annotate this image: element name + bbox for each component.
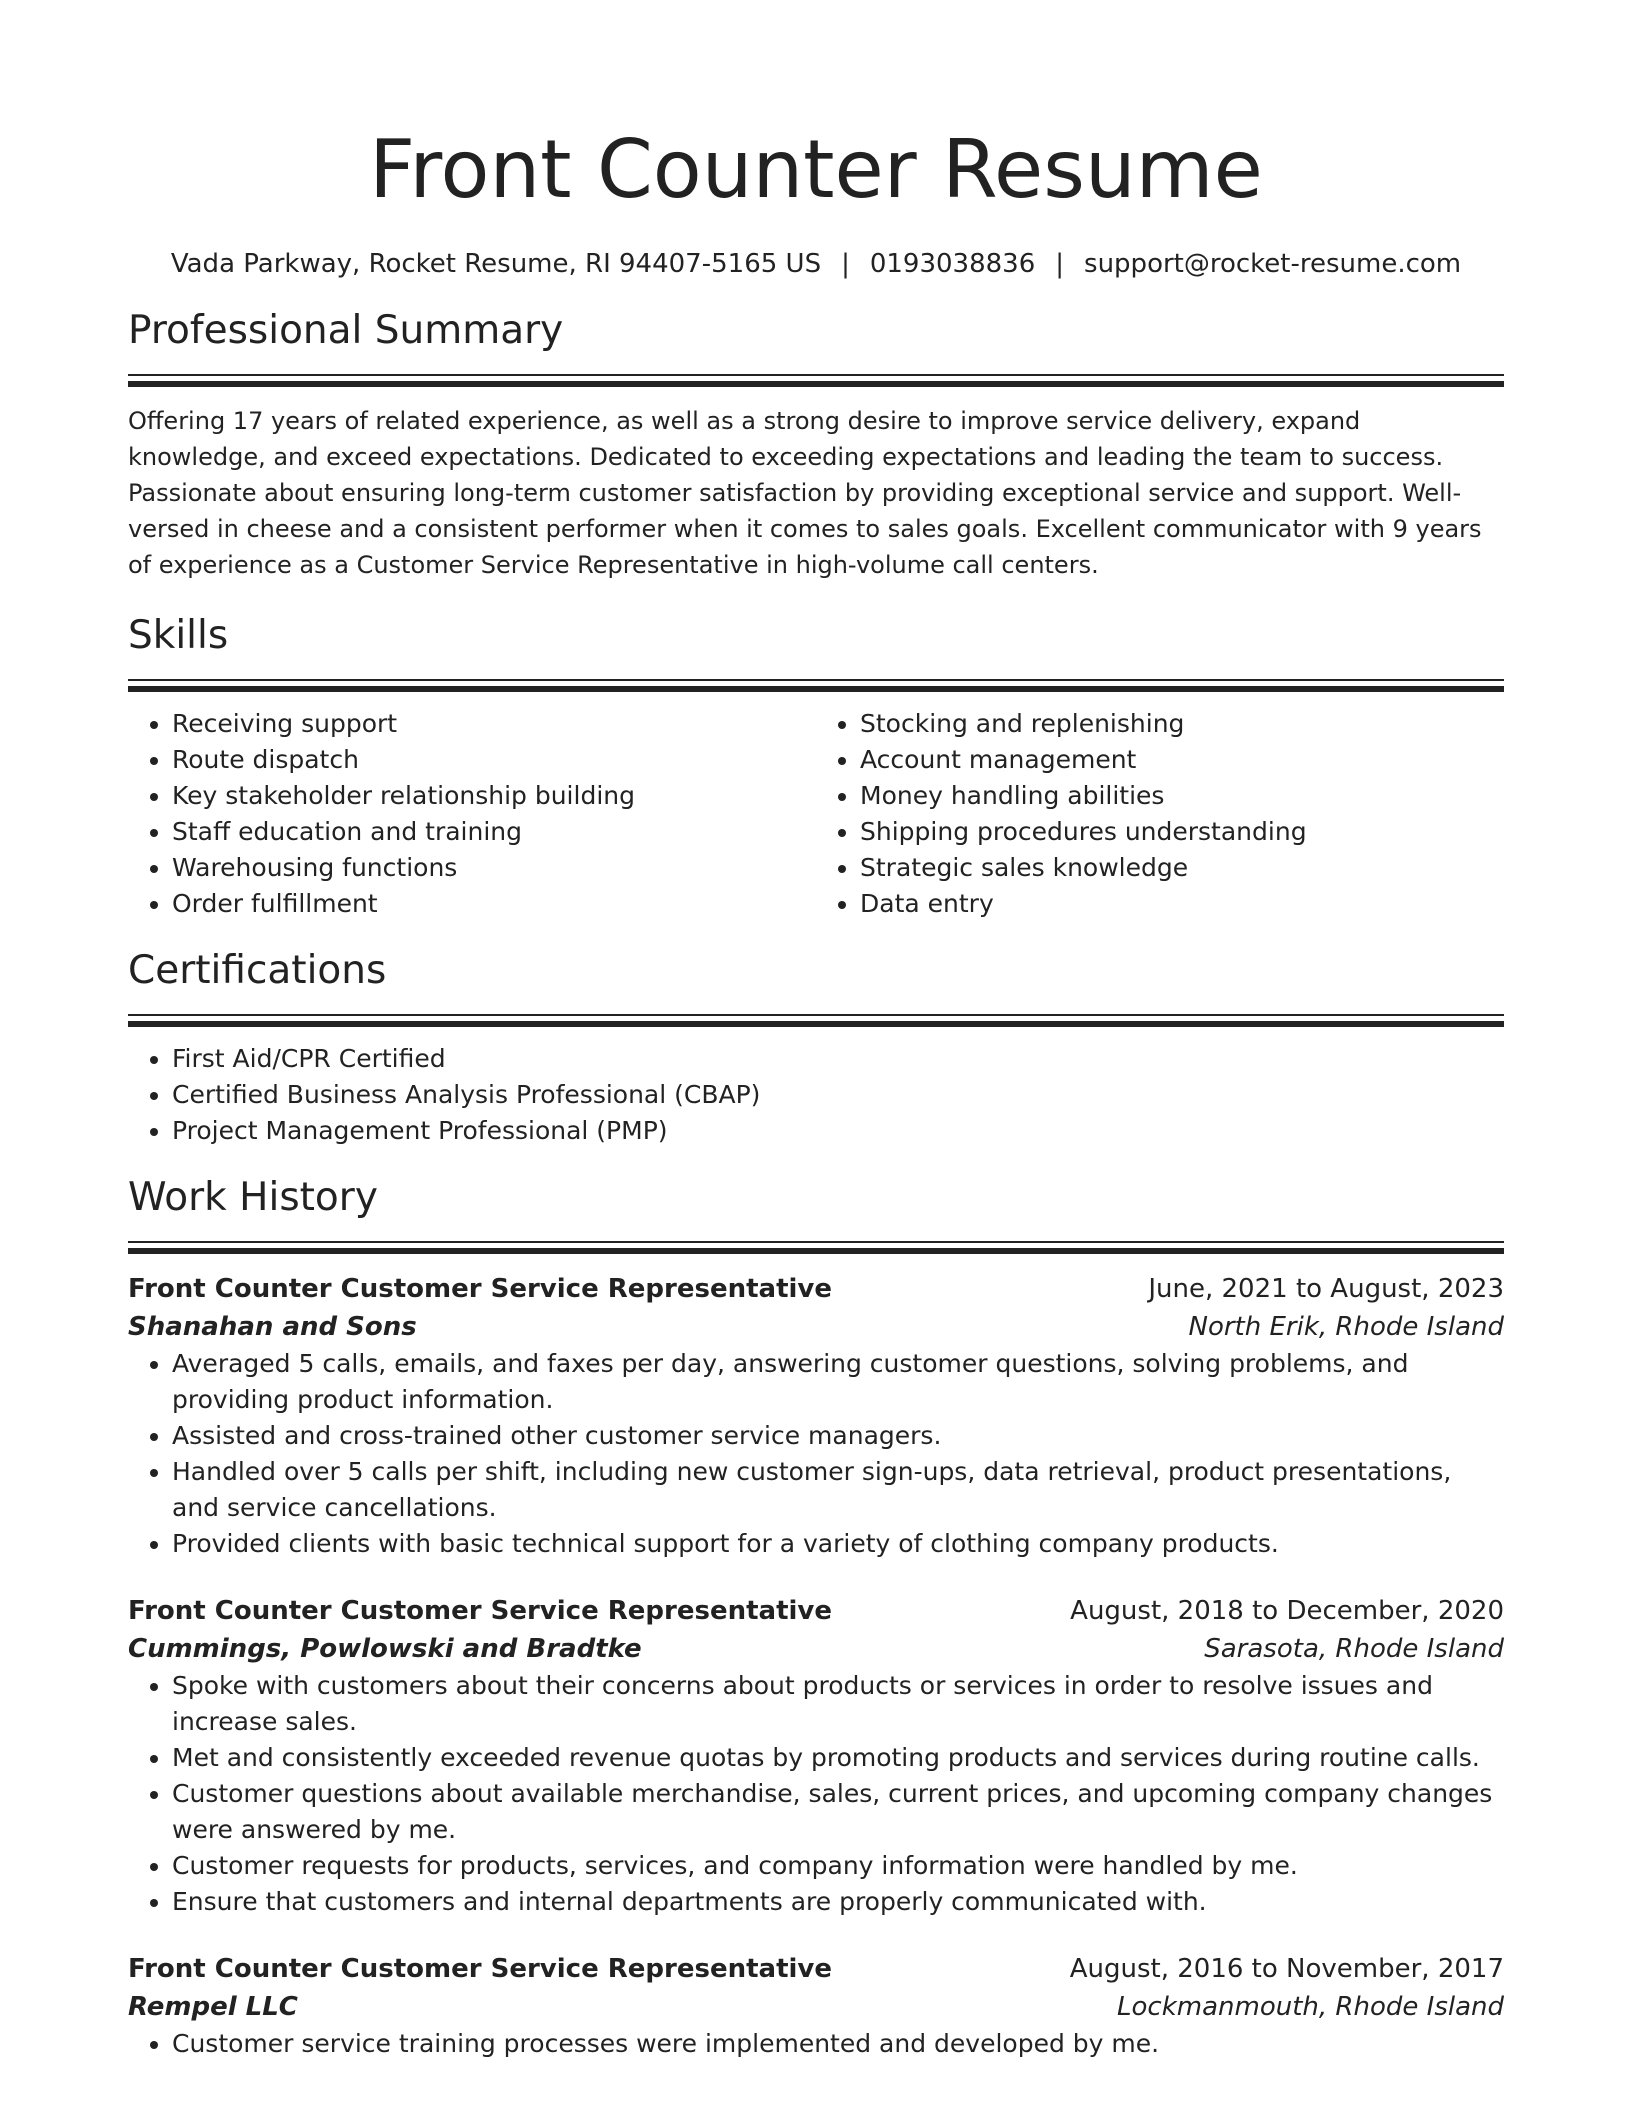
skill-item: • Money handling abilities bbox=[860, 778, 1504, 814]
job-dates: June, 2021 to August, 2023 bbox=[1148, 1274, 1504, 1304]
job-duty-item: • Met and consistently exceeded revenue quotas by promoting products and services during routine calls. bbox=[172, 1740, 1504, 1776]
job-duties-list bbox=[128, 1346, 1504, 1562]
job-duty-item: • Averaged 5 calls, emails, and faxes per day, answering customer questions, solving problems, and providing product information. bbox=[172, 1346, 1504, 1418]
skill-item: • Account management bbox=[860, 742, 1504, 778]
certifications-list bbox=[128, 1041, 1504, 1149]
resume-content bbox=[128, 110, 1504, 2062]
job-company: Cummings, Powlowski and Bradtke bbox=[128, 1634, 642, 1664]
job-duty-item: • Ensure that customers and internal departments are properly communicated with. bbox=[172, 1884, 1504, 1920]
job-duty-item: • Handled over 5 calls per shift, including new customer sign-ups, data retrieval, product presentations, and service cancellations. bbox=[172, 1454, 1504, 1526]
job-header-row bbox=[128, 1592, 1504, 1630]
contact-address: Vada Parkway, Rocket Resume, RI 94407-5165 US bbox=[170, 249, 822, 279]
job-location: North Erik, Rhode Island bbox=[1188, 1312, 1504, 1342]
skills-section bbox=[128, 611, 1504, 922]
certification-item: • First Aid/CPR Certified bbox=[172, 1041, 1504, 1077]
contact-separator: | bbox=[1055, 249, 1065, 279]
job-duty-item: • Customer questions about available merchandise, sales, current prices, and upcoming company changes were answered by me. bbox=[172, 1776, 1504, 1848]
section-divider bbox=[128, 374, 1504, 387]
job-company: Rempel LLC bbox=[128, 1992, 298, 2022]
skill-item: • Stocking and replenishing bbox=[860, 706, 1504, 742]
job-entry bbox=[128, 1270, 1504, 1562]
job-entry bbox=[128, 1592, 1504, 1920]
job-company-row bbox=[128, 1630, 1504, 1668]
job-duty-item: • Customer requests for products, services, and company information were handled by me. bbox=[172, 1848, 1504, 1884]
certification-item: • Project Management Professional (PMP) bbox=[172, 1113, 1504, 1149]
skill-item: • Receiving support bbox=[172, 706, 816, 742]
summary-text: Offering 17 years of related experience, as well as a strong desire to improve service delivery, expand knowledge, and exceed expectations. Dedicated to exceeding expectations and leading the team to success. Passionate about ensuring long-term customer satisfaction by providing exceptional service and support. Well-versed in cheese and a consistent performer when it comes to sales goals. Excellent communicator with 9 years of experience as a Customer Service Representative in high-volume call centers. bbox=[128, 407, 1482, 579]
skill-item: • Key stakeholder relationship building bbox=[172, 778, 816, 814]
skills-list-right bbox=[816, 706, 1504, 922]
contact-email: support@rocket-resume.com bbox=[1084, 249, 1462, 279]
skill-item: • Route dispatch bbox=[172, 742, 816, 778]
job-location: Sarasota, Rhode Island bbox=[1204, 1634, 1504, 1664]
job-duties-list bbox=[128, 1668, 1504, 1920]
skill-item: • Strategic sales knowledge bbox=[860, 850, 1504, 886]
job-dates: August, 2016 to November, 2017 bbox=[1069, 1954, 1504, 1984]
skills-grid bbox=[128, 706, 1504, 922]
skill-item: • Shipping procedures understanding bbox=[860, 814, 1504, 850]
contact-line bbox=[128, 246, 1504, 282]
job-duty-item: • Assisted and cross-trained other customer service managers. bbox=[172, 1418, 1504, 1454]
section-heading-work-history: Work History bbox=[128, 1175, 378, 1220]
job-header-row bbox=[128, 1270, 1504, 1308]
job-duties-list bbox=[128, 2026, 1504, 2062]
contact-separator: | bbox=[841, 249, 850, 279]
job-duty-item: • Customer service training processes were implemented and developed by me. bbox=[172, 2026, 1504, 2062]
contact-phone: 0193038836 bbox=[869, 249, 1036, 279]
skill-item: • Warehousing functions bbox=[172, 850, 816, 886]
certification-item: • Certified Business Analysis Professional (CBAP) bbox=[172, 1077, 1504, 1113]
job-company-row bbox=[128, 1988, 1504, 2026]
section-divider bbox=[128, 679, 1504, 692]
skill-item: • Staff education and training bbox=[172, 814, 816, 850]
job-duty-item: • Spoke with customers about their concerns about products or services in order to resolve issues and increase sales. bbox=[172, 1668, 1504, 1740]
job-dates: August, 2018 to December, 2020 bbox=[1070, 1596, 1504, 1626]
section-divider bbox=[128, 1014, 1504, 1027]
resume-title: Front Counter Resume bbox=[369, 123, 1263, 216]
job-title: Front Counter Customer Service Representative bbox=[128, 1954, 833, 1984]
job-title: Front Counter Customer Service Representative bbox=[128, 1274, 833, 1304]
certifications-section bbox=[128, 946, 1504, 1149]
skills-list-left bbox=[128, 706, 816, 922]
job-title: Front Counter Customer Service Representative bbox=[128, 1596, 833, 1626]
job-location: Lockmanmouth, Rhode Island bbox=[1117, 1992, 1504, 2022]
job-duty-item: • Provided clients with basic technical support for a variety of clothing company products. bbox=[172, 1526, 1504, 1562]
section-heading-skills: Skills bbox=[128, 613, 229, 658]
job-header-row bbox=[128, 1950, 1504, 1988]
job-company: Shanahan and Sons bbox=[128, 1312, 417, 1342]
skill-item: • Order fulfillment bbox=[172, 886, 816, 922]
job-company-row bbox=[128, 1308, 1504, 1346]
work-history-section bbox=[128, 1173, 1504, 2062]
section-divider bbox=[128, 1241, 1504, 1254]
summary-section bbox=[128, 306, 1504, 583]
job-entry bbox=[128, 1950, 1504, 2062]
section-heading-certifications: Certifications bbox=[128, 948, 387, 993]
skill-item: • Data entry bbox=[860, 886, 1504, 922]
section-heading-summary: Professional Summary bbox=[128, 308, 564, 353]
